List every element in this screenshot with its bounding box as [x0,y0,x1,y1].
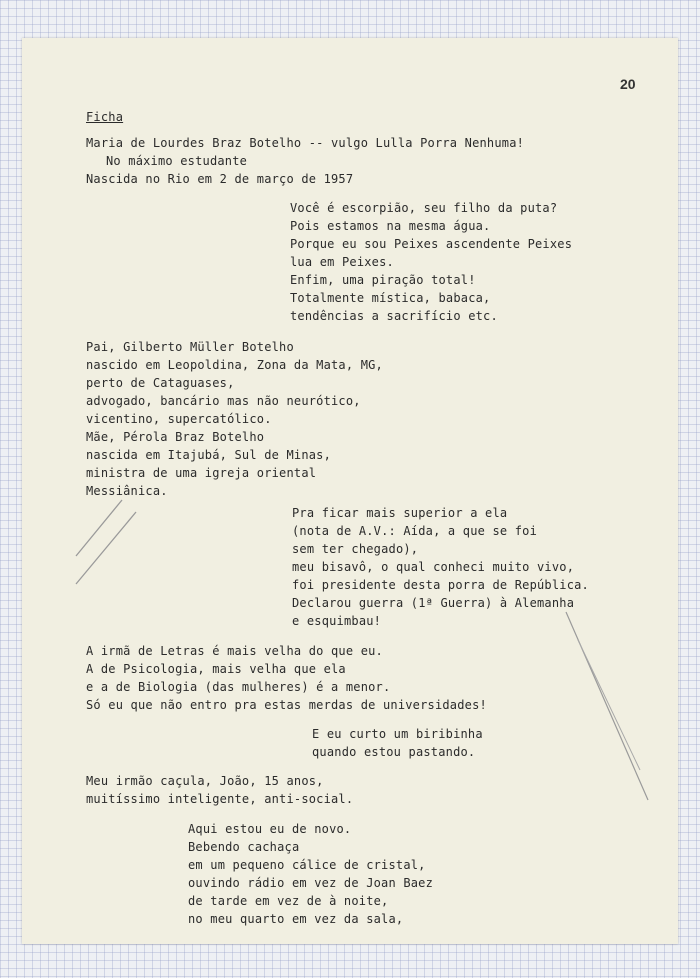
text-line: Nascida no Rio em 2 de março de 1957 [86,172,354,186]
text-line: Maria de Lourdes Braz Botelho -- vulgo Lulla Porra Nenhuma! [86,136,525,150]
text-line: Enfim, uma piração total! [290,273,476,287]
text-line: Totalmente mística, babaca, [290,291,491,305]
text-line: Pois estamos na mesma água. [290,219,491,233]
text-line: vicentino, supercatólico. [86,412,272,426]
text-line: Pra ficar mais superior a ela [292,506,508,520]
text-line: E eu curto um biribinha [312,727,483,741]
text-line: Aqui estou eu de novo. [188,822,352,836]
text-line: ministra de uma igreja oriental [86,466,317,480]
text-line: Só eu que não entro pra estas merdas de universidades! [86,698,487,712]
text-line: Porque eu sou Peixes ascendente Peixes [290,237,573,251]
text-line: No máximo estudante [106,154,248,168]
text-line: meu bisavô, o qual conheci muito vivo, [292,560,575,574]
text-line: no meu quarto em vez da sala, [188,912,404,926]
text-line: Bebendo cachaça [188,840,300,854]
text-line: Messiânica. [86,484,168,498]
text-line: Pai, Gilberto Müller Botelho [86,340,294,354]
text-line: Você é escorpião, seu filho da puta? [290,201,558,215]
text-line: tendências a sacrifício etc. [290,309,498,323]
text-line: nascida em Itajubá, Sul de Minas, [86,448,332,462]
text-line: e a de Biologia (das mulheres) é a menor. [86,680,391,694]
section-heading: Ficha [86,110,124,124]
text-line: A de Psicologia, mais velha que ela [86,662,346,676]
text-line: Meu irmão caçula, João, 15 anos, [86,774,324,788]
text-line: em um pequeno cálice de cristal, [188,858,426,872]
text-line: A irmã de Letras é mais velha do que eu. [86,644,383,658]
text-line: nascido em Leopoldina, Zona da Mata, MG, [86,358,383,372]
text-line: foi presidente desta porra de República. [292,578,589,592]
text-line: Declarou guerra (1ª Guerra) à Alemanha [292,596,575,610]
text-line: (nota de A.V.: Aída, a que se foi [292,524,538,538]
text-line: perto de Cataguases, [86,376,235,390]
text-line: e esquimbau! [292,614,382,628]
text-line: quando estou pastando. [312,745,476,759]
text-line: sem ter chegado), [292,542,419,556]
text-line: de tarde em vez de à noite, [188,894,389,908]
text-line: advogado, bancário mas não neurótico, [86,394,361,408]
page-number: 20 [620,76,636,92]
text-line: muitíssimo inteligente, anti-social. [86,792,354,806]
text-line: lua em Peixes. [290,255,394,269]
text-line: ouvindo rádio em vez de Joan Baez [188,876,434,890]
text-line: Mãe, Pérola Braz Botelho [86,430,265,444]
